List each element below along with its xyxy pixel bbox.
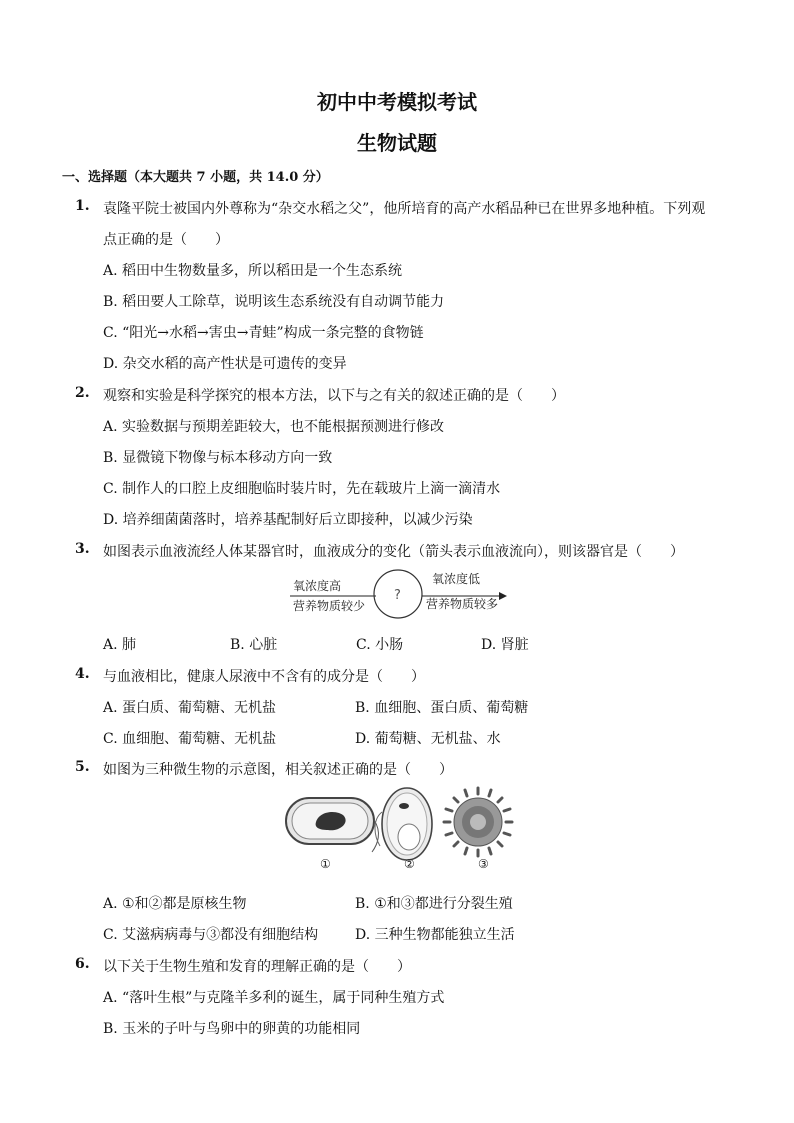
outflow-nutrient-label: 营养物质较多 — [426, 597, 499, 611]
question-3-option-c: C. 小肠 — [356, 637, 404, 653]
organ-question-mark: ? — [394, 588, 401, 603]
question-2-text: 观察和实验是科学探究的根本方法，以下与之有关的叙述正确的是（ ） — [103, 388, 565, 404]
inflow-nutrient-label: 营养物质较少 — [293, 599, 366, 613]
organ-blood-flow-svg — [290, 566, 510, 622]
question-4-option-d: D. 葡萄糖、无机盐、水 — [355, 731, 501, 747]
figure-label-3: ③ — [478, 857, 489, 871]
question-1-text-cont: 点正确的是（ ） — [103, 232, 229, 248]
section-heading: 一、选择题（本大题共 7 小题，共 14.0 分） — [62, 170, 329, 185]
question-2-option-d: D. 培养细菌菌落时，培养基配制好后立即接种，以减少污染 — [103, 512, 473, 528]
question-4-text: 与血液相比，健康人尿液中不含有的成分是（ ） — [103, 669, 425, 685]
question-6-option-b: B. 玉米的子叶与鸟卵中的卵黄的功能相同 — [103, 1021, 361, 1037]
question-6-option-a: A. “落叶生根”与克隆羊多利的诞生，属于同种生殖方式 — [103, 990, 445, 1006]
question-1-option-a: A. 稻田中生物数量多，所以稻田是一个生态系统 — [103, 263, 403, 279]
question-3-text: 如图表示血液流经人体某器官时，血液成分的变化（箭头表示血液流向），则该器官是（ ） — [103, 544, 684, 560]
question-5-option-b: B. ①和③都进行分裂生殖 — [355, 896, 513, 912]
question-3-option-a: A. 肺 — [103, 637, 137, 653]
question-2-option-b: B. 显微镜下物像与标本移动方向一致 — [103, 450, 333, 466]
yeast-cell-illustration — [375, 788, 432, 860]
question-4-option-a: A. 蛋白质、葡萄糖、无机盐 — [103, 700, 277, 716]
question-3-option-d: D. 肾脏 — [481, 637, 529, 653]
question-2-option-c: C. 制作人的口腔上皮细胞临时装片时，先在载玻片上滴一滴清水 — [103, 481, 501, 497]
question-4-number: 4. — [75, 666, 90, 682]
question-6-text: 以下关于生物生殖和发育的理解正确的是（ ） — [103, 959, 411, 975]
outflow-oxygen-label: 氧浓度低 — [432, 572, 481, 586]
bacterium-illustration — [286, 798, 378, 852]
question-5-number: 5. — [75, 759, 90, 775]
question-1-option-c: C. “阳光→水稻→害虫→青蛙”构成一条完整的食物链 — [103, 325, 424, 341]
microorganisms-svg — [282, 780, 514, 876]
question-1-option-b: B. 稻田要人工除草，说明该生态系统没有自动调节能力 — [103, 294, 445, 310]
question-5-option-a: A. ①和②都是原核生物 — [103, 896, 247, 912]
exam-title: 初中中考模拟考试 — [317, 90, 477, 114]
question-5-option-d: D. 三种生物都能独立生活 — [355, 927, 515, 943]
question-1-text: 袁隆平院士被国内外尊称为“杂交水稻之父”，他所培育的高产水稻品种已在世界多地种植。下列观 — [103, 201, 706, 217]
question-1-number: 1. — [75, 198, 90, 214]
microorganisms-figure — [282, 780, 514, 876]
question-6-number: 6. — [75, 956, 90, 972]
organ-blood-flow-diagram — [290, 566, 510, 622]
virus-illustration — [444, 788, 512, 856]
question-4-option-c: C. 血细胞、葡萄糖、无机盐 — [103, 731, 277, 747]
question-3-number: 3. — [75, 541, 90, 557]
exam-subtitle: 生物试题 — [357, 131, 437, 155]
question-1-option-d: D. 杂交水稻的高产性状是可遗传的变异 — [103, 356, 347, 372]
question-5-text: 如图为三种微生物的示意图，相关叙述正确的是（ ） — [103, 762, 453, 778]
question-2-option-a: A. 实验数据与预期差距较大，也不能根据预测进行修改 — [103, 419, 445, 435]
inflow-oxygen-label: 氧浓度高 — [293, 579, 342, 593]
question-2-number: 2. — [75, 385, 90, 401]
question-4-option-b: B. 血细胞、蛋白质、葡萄糖 — [355, 700, 529, 716]
question-5-option-c: C. 艾滋病病毒与③都没有细胞结构 — [103, 927, 319, 943]
question-3-option-b: B. 心脏 — [230, 637, 278, 653]
figure-label-2: ② — [404, 857, 415, 871]
figure-label-1: ① — [320, 857, 331, 871]
